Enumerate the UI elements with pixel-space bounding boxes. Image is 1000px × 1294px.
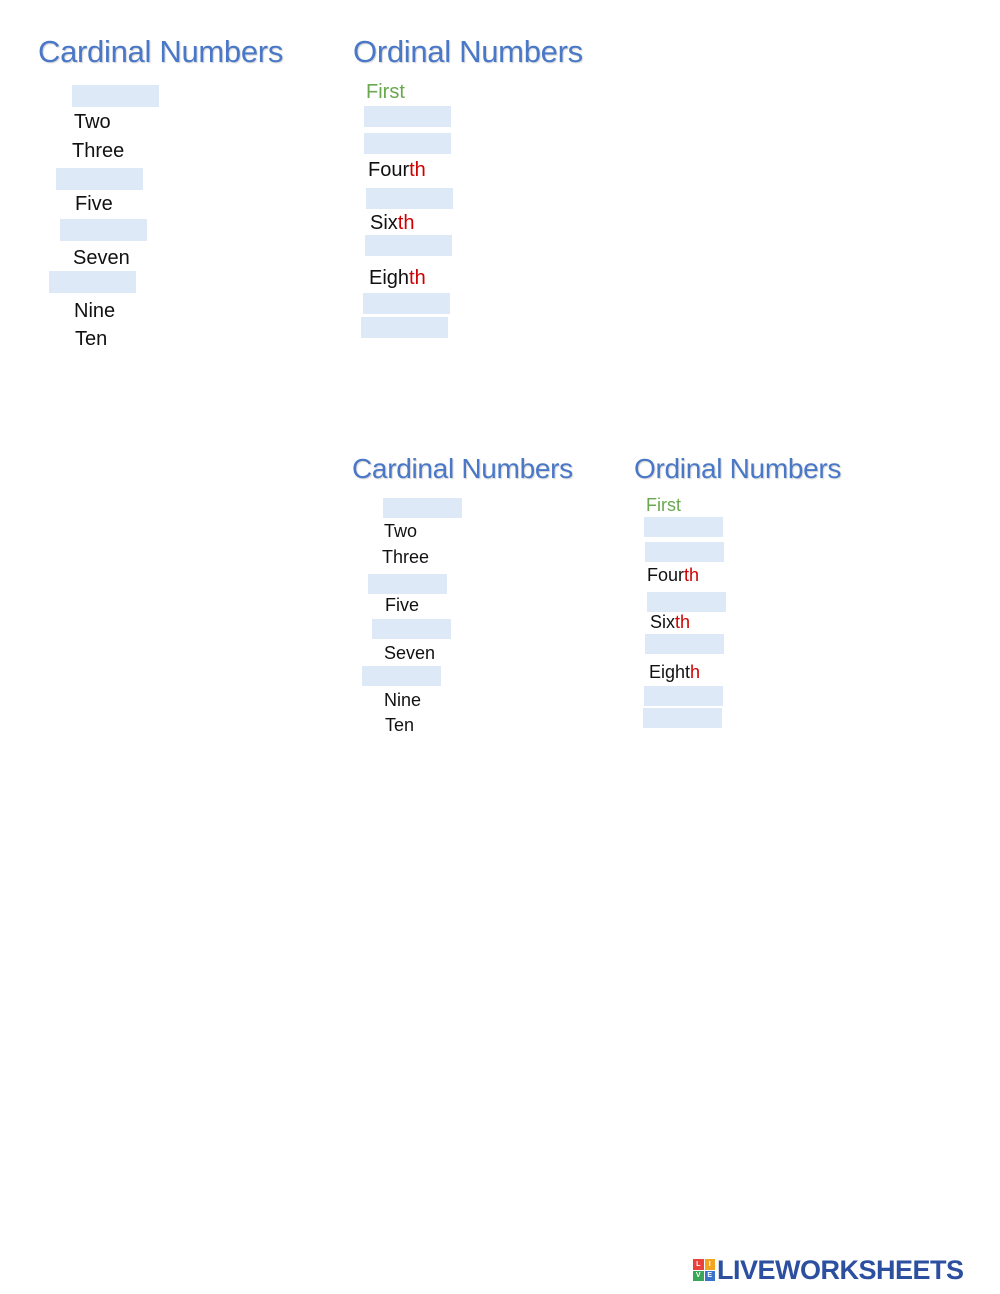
cardinal-word-nine: Nine: [74, 300, 116, 322]
cardinal-word-five: Five: [75, 193, 113, 215]
answer-blank-six[interactable]: [372, 619, 451, 639]
ordinal-word-eighth: Eighth: [369, 267, 426, 289]
cardinal-word-seven: Seven: [73, 247, 130, 269]
answer-blank-ninth[interactable]: [363, 293, 450, 314]
answer-blank-third[interactable]: [645, 542, 724, 562]
cardinal-word-two: Two: [74, 111, 111, 133]
answer-blank-ninth[interactable]: [644, 686, 723, 706]
answer-blank-one[interactable]: [383, 498, 462, 518]
ordinal-suffix: th: [684, 565, 700, 585]
cardinal-word-ten: Ten: [75, 328, 108, 350]
answer-blank-eight[interactable]: [49, 271, 136, 293]
cardinal-word-seven: Seven: [384, 643, 436, 663]
answer-blank-eight[interactable]: [362, 666, 441, 686]
answer-blank-one[interactable]: [72, 85, 159, 107]
liveworksheets-brand: [693, 1256, 964, 1284]
ordinal-word-sixth: Sixth: [370, 212, 415, 234]
ordinal-suffix: th: [409, 267, 426, 289]
answer-blank-four[interactable]: [56, 168, 143, 190]
ordinal-word-sixth: Sixth: [650, 612, 691, 632]
answer-blank-second[interactable]: [364, 106, 451, 127]
cardinal-word-five: Five: [385, 595, 420, 615]
answer-blank-seventh[interactable]: [365, 235, 452, 256]
cardinal-word-three: Three: [382, 547, 430, 567]
answer-blank-fifth[interactable]: [366, 188, 453, 209]
cardinal-word-nine: Nine: [384, 690, 422, 710]
ordinal-word-eighth: Eighth: [649, 662, 701, 682]
answer-blank-tenth[interactable]: [361, 317, 448, 338]
answer-blank-third[interactable]: [364, 133, 451, 154]
answer-blank-tenth[interactable]: [643, 708, 722, 728]
cardinal-title: Cardinal Numbers: [352, 453, 573, 484]
ordinal-title: Ordinal Numbers: [634, 453, 842, 484]
answer-blank-seventh[interactable]: [645, 634, 724, 654]
logo-cell: V: [693, 1271, 704, 1282]
ordinal-title: Ordinal Numbers: [353, 34, 583, 69]
answer-blank-four[interactable]: [368, 574, 447, 594]
logo-cell: I: [705, 1259, 716, 1270]
liveworksheets-logo-icon: [693, 1259, 715, 1281]
ordinal-suffix: h: [690, 662, 701, 682]
logo-cell: E: [705, 1271, 716, 1282]
ordinal-word-fourth: Fourth: [368, 159, 426, 181]
answer-blank-six[interactable]: [60, 219, 147, 241]
cardinal-word-ten: Ten: [385, 715, 415, 735]
ordinal-word-first: First: [646, 495, 681, 515]
brand-name: LIVEWORKSHEETS: [717, 1254, 964, 1285]
answer-blank-second[interactable]: [644, 517, 723, 537]
cardinal-word-two: Two: [384, 521, 418, 541]
ordinal-word-first: First: [366, 81, 405, 103]
logo-cell: L: [693, 1259, 704, 1270]
ordinal-suffix: th: [675, 612, 691, 632]
cardinal-title: Cardinal Numbers: [38, 34, 284, 69]
ordinal-suffix: th: [409, 159, 426, 181]
ordinal-suffix: th: [397, 212, 415, 234]
cardinal-word-three: Three: [72, 140, 125, 162]
answer-blank-fifth[interactable]: [647, 592, 726, 612]
ordinal-word-fourth: Fourth: [647, 565, 700, 585]
